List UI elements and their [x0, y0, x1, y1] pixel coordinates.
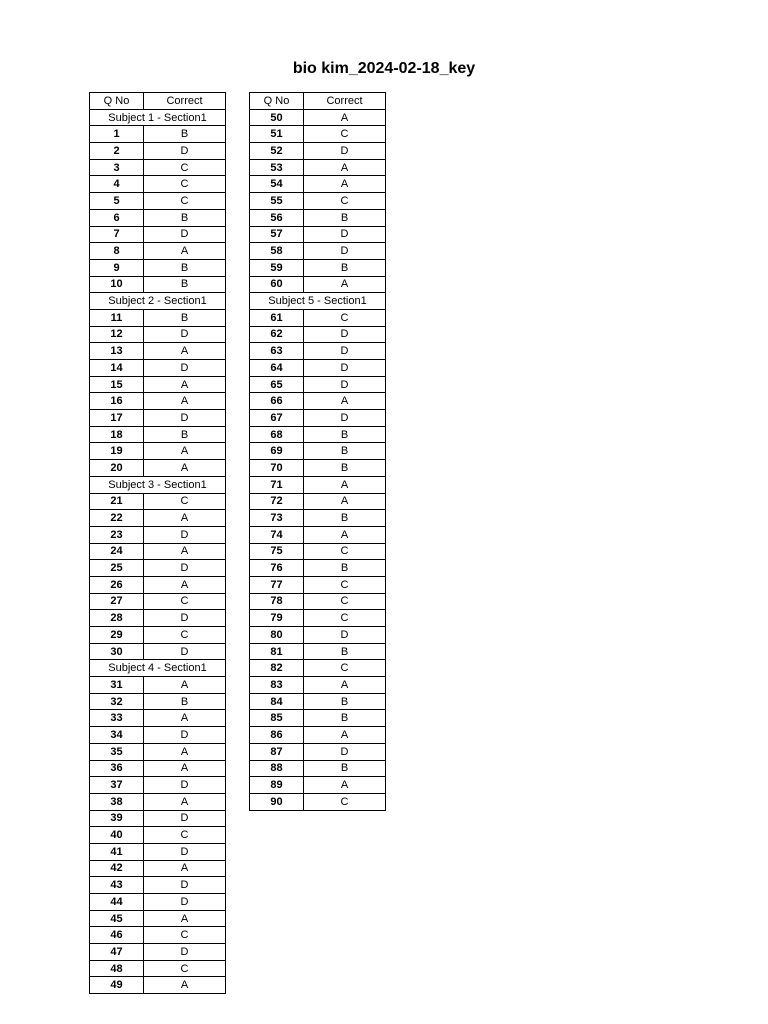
correct-header: Correct	[144, 93, 226, 110]
correct-header: Correct	[304, 93, 386, 110]
correct-answer: D	[144, 360, 226, 377]
question-number: 63	[250, 343, 304, 360]
table-row	[90, 576, 226, 593]
table-row	[90, 326, 226, 343]
correct-answer: D	[304, 743, 386, 760]
table-row	[90, 843, 226, 860]
question-number: 53	[250, 159, 304, 176]
table-row	[250, 560, 386, 577]
correct-answer: B	[304, 443, 386, 460]
question-number: 31	[90, 677, 144, 694]
question-number: 77	[250, 576, 304, 593]
correct-answer: D	[144, 944, 226, 961]
question-number: 28	[90, 610, 144, 627]
correct-answer: A	[144, 793, 226, 810]
table-row	[90, 176, 226, 193]
correct-answer: A	[144, 543, 226, 560]
correct-answer: A	[304, 493, 386, 510]
correct-answer: B	[144, 209, 226, 226]
question-number: 88	[250, 760, 304, 777]
question-number: 39	[90, 810, 144, 827]
correct-answer: B	[304, 510, 386, 527]
table-row	[250, 193, 386, 210]
table-row	[250, 259, 386, 276]
question-number: 87	[250, 743, 304, 760]
correct-answer: D	[304, 627, 386, 644]
question-number: 1	[90, 126, 144, 143]
question-number: 82	[250, 660, 304, 677]
table-row	[90, 710, 226, 727]
table-row	[90, 927, 226, 944]
question-number: 43	[90, 877, 144, 894]
table-row	[250, 643, 386, 660]
table-row	[90, 209, 226, 226]
question-number: 85	[250, 710, 304, 727]
table-row	[250, 443, 386, 460]
question-number: 86	[250, 727, 304, 744]
correct-answer: A	[304, 476, 386, 493]
question-number: 46	[90, 927, 144, 944]
table-row	[250, 526, 386, 543]
question-number: 9	[90, 259, 144, 276]
table-row	[250, 510, 386, 527]
question-number: 65	[250, 376, 304, 393]
question-number: 24	[90, 543, 144, 560]
table-row	[90, 944, 226, 961]
correct-answer: B	[304, 710, 386, 727]
table-row	[250, 460, 386, 477]
question-number: 41	[90, 843, 144, 860]
question-number: 32	[90, 693, 144, 710]
table-row	[90, 159, 226, 176]
table-row	[90, 910, 226, 927]
section-header-row	[90, 109, 226, 126]
table-row	[90, 610, 226, 627]
table-row	[90, 126, 226, 143]
correct-answer: B	[144, 259, 226, 276]
correct-answer: A	[144, 460, 226, 477]
table-header-row	[90, 93, 226, 110]
correct-answer: D	[144, 226, 226, 243]
question-number: 61	[250, 309, 304, 326]
table-row	[90, 393, 226, 410]
table-row	[250, 576, 386, 593]
question-number: 75	[250, 543, 304, 560]
question-number: 11	[90, 309, 144, 326]
table-row	[90, 960, 226, 977]
correct-answer: C	[144, 927, 226, 944]
correct-answer: D	[144, 894, 226, 911]
section-label: Subject 1 - Section1	[90, 109, 226, 126]
table-row	[90, 526, 226, 543]
correct-answer: C	[144, 827, 226, 844]
correct-answer: A	[304, 526, 386, 543]
question-number: 90	[250, 793, 304, 810]
correct-answer: D	[144, 560, 226, 577]
question-number: 57	[250, 226, 304, 243]
correct-answer: A	[144, 510, 226, 527]
correct-answer: B	[304, 693, 386, 710]
correct-answer: C	[144, 593, 226, 610]
table-row	[250, 393, 386, 410]
table-row	[250, 593, 386, 610]
question-number: 7	[90, 226, 144, 243]
question-number: 48	[90, 960, 144, 977]
correct-answer: D	[304, 360, 386, 377]
question-number: 56	[250, 209, 304, 226]
section-label: Subject 3 - Section1	[90, 476, 226, 493]
table-row	[90, 343, 226, 360]
correct-answer: D	[144, 143, 226, 160]
question-number: 68	[250, 426, 304, 443]
question-number: 10	[90, 276, 144, 293]
correct-answer: B	[304, 560, 386, 577]
table-row	[90, 793, 226, 810]
question-number: 3	[90, 159, 144, 176]
table-row	[250, 376, 386, 393]
correct-answer: A	[304, 159, 386, 176]
correct-answer: B	[304, 643, 386, 660]
correct-answer: A	[144, 343, 226, 360]
question-number: 83	[250, 677, 304, 694]
table-row	[250, 426, 386, 443]
question-number: 64	[250, 360, 304, 377]
question-number: 20	[90, 460, 144, 477]
table-row	[90, 426, 226, 443]
question-number: 76	[250, 560, 304, 577]
correct-answer: C	[304, 126, 386, 143]
section-header-row	[90, 660, 226, 677]
correct-answer: A	[144, 243, 226, 260]
table-row	[90, 877, 226, 894]
question-number: 26	[90, 576, 144, 593]
question-number: 8	[90, 243, 144, 260]
question-number: 21	[90, 493, 144, 510]
correct-answer: A	[304, 276, 386, 293]
correct-answer: D	[144, 777, 226, 794]
correct-answer: A	[304, 727, 386, 744]
correct-answer: A	[144, 977, 226, 994]
table-row	[250, 410, 386, 427]
table-row	[90, 894, 226, 911]
table-row	[250, 209, 386, 226]
correct-answer: C	[304, 593, 386, 610]
table-row	[90, 410, 226, 427]
question-number: 18	[90, 426, 144, 443]
correct-answer: D	[144, 877, 226, 894]
answer-key-table-right	[249, 92, 386, 811]
table-row	[250, 793, 386, 810]
table-row	[90, 193, 226, 210]
question-number: 44	[90, 894, 144, 911]
question-number: 33	[90, 710, 144, 727]
table-row	[250, 326, 386, 343]
question-number: 70	[250, 460, 304, 477]
table-row	[250, 627, 386, 644]
question-number: 29	[90, 627, 144, 644]
correct-answer: D	[144, 843, 226, 860]
question-number: 59	[250, 259, 304, 276]
correct-answer: D	[144, 410, 226, 427]
correct-answer: D	[144, 727, 226, 744]
correct-answer: A	[304, 777, 386, 794]
question-number: 27	[90, 593, 144, 610]
table-row	[90, 977, 226, 994]
correct-answer: C	[144, 960, 226, 977]
table-row	[90, 243, 226, 260]
table-row	[90, 493, 226, 510]
table-row	[90, 510, 226, 527]
table-row	[250, 543, 386, 560]
question-number: 2	[90, 143, 144, 160]
correct-answer: B	[144, 126, 226, 143]
table-row	[250, 360, 386, 377]
answer-key-body-left	[90, 109, 226, 993]
question-number: 36	[90, 760, 144, 777]
table-row	[250, 143, 386, 160]
question-number: 54	[250, 176, 304, 193]
answer-key-body-right	[250, 109, 386, 810]
correct-answer: C	[144, 627, 226, 644]
question-number: 42	[90, 860, 144, 877]
question-number: 89	[250, 777, 304, 794]
answer-key-table-left	[89, 92, 226, 994]
correct-answer: A	[304, 176, 386, 193]
question-number: 38	[90, 793, 144, 810]
correct-answer: D	[304, 376, 386, 393]
correct-answer: B	[304, 460, 386, 477]
question-number: 23	[90, 526, 144, 543]
table-row	[90, 360, 226, 377]
correct-answer: B	[304, 209, 386, 226]
question-number: 37	[90, 777, 144, 794]
correct-answer: A	[144, 576, 226, 593]
question-number: 50	[250, 109, 304, 126]
question-number: 16	[90, 393, 144, 410]
question-number: 80	[250, 627, 304, 644]
correct-answer: C	[304, 543, 386, 560]
table-row	[90, 777, 226, 794]
question-number: 19	[90, 443, 144, 460]
correct-answer: A	[304, 109, 386, 126]
question-number: 71	[250, 476, 304, 493]
question-number: 14	[90, 360, 144, 377]
table-row	[90, 259, 226, 276]
table-row	[90, 810, 226, 827]
section-label: Subject 2 - Section1	[90, 293, 226, 310]
table-row	[250, 159, 386, 176]
correct-answer: C	[144, 493, 226, 510]
correct-answer: C	[304, 193, 386, 210]
table-row	[90, 743, 226, 760]
table-row	[90, 143, 226, 160]
question-number: 58	[250, 243, 304, 260]
table-row	[90, 677, 226, 694]
question-number: 5	[90, 193, 144, 210]
table-row	[90, 643, 226, 660]
question-number: 67	[250, 410, 304, 427]
correct-answer: C	[144, 176, 226, 193]
table-row	[250, 777, 386, 794]
correct-answer: B	[144, 693, 226, 710]
correct-answer: D	[304, 143, 386, 160]
correct-answer: C	[144, 193, 226, 210]
table-row	[90, 226, 226, 243]
table-row	[250, 276, 386, 293]
question-number: 30	[90, 643, 144, 660]
correct-answer: A	[144, 677, 226, 694]
table-header-row	[250, 93, 386, 110]
question-number: 6	[90, 209, 144, 226]
table-row	[90, 593, 226, 610]
question-number: 79	[250, 610, 304, 627]
table-row	[250, 727, 386, 744]
table-row	[250, 343, 386, 360]
correct-answer: D	[304, 410, 386, 427]
table-row	[90, 627, 226, 644]
question-number: 81	[250, 643, 304, 660]
table-row	[250, 226, 386, 243]
correct-answer: A	[304, 677, 386, 694]
correct-answer: A	[144, 376, 226, 393]
correct-answer: B	[304, 426, 386, 443]
table-row	[90, 560, 226, 577]
correct-answer: B	[144, 426, 226, 443]
section-header-row	[90, 476, 226, 493]
table-row	[90, 543, 226, 560]
correct-answer: B	[304, 259, 386, 276]
table-row	[90, 376, 226, 393]
qno-header: Q No	[250, 93, 304, 110]
table-row	[250, 693, 386, 710]
correct-answer: C	[304, 576, 386, 593]
section-label: Subject 5 - Section1	[250, 293, 386, 310]
question-number: 78	[250, 593, 304, 610]
question-number: 52	[250, 143, 304, 160]
correct-answer: D	[144, 526, 226, 543]
table-row	[250, 493, 386, 510]
table-row	[250, 677, 386, 694]
question-number: 84	[250, 693, 304, 710]
table-row	[250, 760, 386, 777]
table-row	[90, 276, 226, 293]
question-number: 51	[250, 126, 304, 143]
correct-answer: B	[144, 309, 226, 326]
correct-answer: A	[144, 860, 226, 877]
table-row	[90, 760, 226, 777]
question-number: 22	[90, 510, 144, 527]
table-row	[250, 243, 386, 260]
table-row	[250, 476, 386, 493]
correct-answer: A	[144, 443, 226, 460]
section-label: Subject 4 - Section1	[90, 660, 226, 677]
table-row	[90, 693, 226, 710]
question-number: 34	[90, 727, 144, 744]
correct-answer: C	[304, 660, 386, 677]
question-number: 45	[90, 910, 144, 927]
section-header-row	[90, 293, 226, 310]
question-number: 35	[90, 743, 144, 760]
question-number: 15	[90, 376, 144, 393]
correct-answer: B	[304, 760, 386, 777]
table-row	[250, 126, 386, 143]
question-number: 60	[250, 276, 304, 293]
table-row	[250, 109, 386, 126]
table-row	[90, 860, 226, 877]
question-number: 69	[250, 443, 304, 460]
correct-answer: A	[304, 393, 386, 410]
question-number: 47	[90, 944, 144, 961]
question-number: 12	[90, 326, 144, 343]
correct-answer: A	[144, 710, 226, 727]
question-number: 66	[250, 393, 304, 410]
correct-answer: A	[144, 393, 226, 410]
question-number: 49	[90, 977, 144, 994]
question-number: 40	[90, 827, 144, 844]
page-title: bio kim_2024-02-18_key	[292, 60, 476, 77]
correct-answer: D	[144, 643, 226, 660]
correct-answer: C	[304, 793, 386, 810]
table-row	[250, 309, 386, 326]
correct-answer: A	[144, 743, 226, 760]
table-row	[90, 443, 226, 460]
question-number: 62	[250, 326, 304, 343]
correct-answer: D	[304, 226, 386, 243]
correct-answer: D	[304, 343, 386, 360]
question-number: 74	[250, 526, 304, 543]
table-row	[90, 727, 226, 744]
table-row	[250, 710, 386, 727]
correct-answer: D	[144, 610, 226, 627]
correct-answer: D	[304, 243, 386, 260]
question-number: 4	[90, 176, 144, 193]
correct-answer: B	[144, 276, 226, 293]
qno-header: Q No	[90, 93, 144, 110]
table-row	[250, 743, 386, 760]
question-number: 25	[90, 560, 144, 577]
correct-answer: C	[144, 159, 226, 176]
question-number: 55	[250, 193, 304, 210]
table-row	[250, 610, 386, 627]
table-row	[90, 827, 226, 844]
correct-answer: C	[304, 309, 386, 326]
table-row	[250, 176, 386, 193]
correct-answer: A	[144, 910, 226, 927]
correct-answer: A	[144, 760, 226, 777]
correct-answer: D	[144, 810, 226, 827]
correct-answer: C	[304, 610, 386, 627]
question-number: 73	[250, 510, 304, 527]
question-number: 17	[90, 410, 144, 427]
question-number: 13	[90, 343, 144, 360]
question-number: 72	[250, 493, 304, 510]
correct-answer: D	[304, 326, 386, 343]
table-row	[90, 309, 226, 326]
section-header-row	[250, 293, 386, 310]
table-row	[250, 660, 386, 677]
table-row	[90, 460, 226, 477]
correct-answer: D	[144, 326, 226, 343]
